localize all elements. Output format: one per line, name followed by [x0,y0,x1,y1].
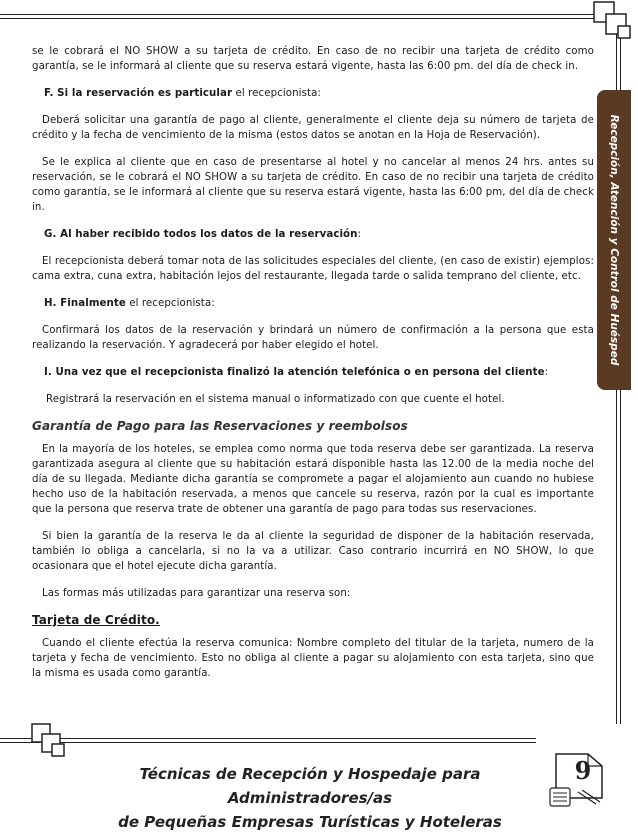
item-h-heading: H. Finalmente [44,298,126,309]
item-h [32,296,594,311]
item-f-heading: F. Si la reservación es particular [44,88,233,99]
page-number: 9 [574,756,592,785]
page-body [32,44,594,693]
item-i [32,365,594,380]
paragraph: El recepcionista deberá tomar nota de las solicitudes especiales del cliente, (en caso de existir) ejemplos: cama extra, cuna extra, habitación lejos del restaurante, llegada tarde o salida temprano del cliente, etc. [32,256,594,282]
section-title: Garantía de Pago para las Reservaciones y reembolsos [32,419,408,433]
bottom-left-corner-ornament [30,722,70,762]
bottom-rule [56,738,536,739]
chapter-side-label: Recepción, Atención y Control de Huésped [608,114,620,366]
item-g-heading: G. Al haber recibido todos los datos de la reservación [44,229,358,240]
chapter-side-tab [597,90,631,390]
top-rule [0,14,610,15]
bottom-rule-inner [56,742,536,743]
item-f [32,86,594,101]
top-right-corner-ornament [592,0,638,46]
subsection-title: Tarjeta de Crédito. [32,613,160,627]
paragraph: se le cobrará el NO SHOW a su tarjeta de crédito. En caso de no recibir una tarjeta de crédito como garantía, se le informará al cliente que su reserva estará vigente, hasta las 6:00 pm. del día de check in. [32,46,594,72]
item-f-tail: el recepcionista: [232,88,321,99]
paragraph: Deberá solicitar una garantía de pago al cliente, generalmente el cliente deja su número de tarjeta de crédito y la fecha de vencimiento de la misma (estos datos se anotan en la Hoja de Reservación). [32,115,594,141]
item-i-heading: I. Una vez que el recepcionista finalizó la atención telefónica o en persona del cliente [44,367,545,378]
paragraph: Cuando el cliente efectúa la reserva comunica: Nombre completo del titular de la tarjeta, numero de la tarjeta y fecha de vencimiento. Esto no obliga al cliente a pagar su alojamiento con esta tarjeta, sino que la misma es usada como garantía. [32,638,594,679]
paragraph: Las formas más utilizadas para garantizar una reserva son: [42,588,351,599]
top-rule-inner [0,18,610,19]
paragraph: Se le explica al cliente que en caso de presentarse al hotel y no cancelar al menos 24 hrs. antes su reservación, se le cobrará el NO SHOW a su tarjeta de crédito. En caso de no recibir una tarjeta de crédito como garantía, se le informará al cliente que su reserva estará vigente, hasta las 6:00 pm, del día de check in. [32,157,594,213]
item-g [32,227,594,242]
paragraph: En la mayoría de los hoteles, se emplea como norma que toda reserva debe ser garantizada. La reserva garantizada asegura al cliente que su habitación estará disponible hasta las 12.00 de la media noche del día de su llegada. Mediante dicha garantía se compromete a pagar el alojamiento aun cuando no hubiese hecho uso de la habitación reservada, a menos que cancele su reserva, razón por la cual es importante que la persona que reserva trate de obtener una garantía de pago para todas sus reservaciones. [32,444,594,515]
item-g-tail: : [357,229,362,240]
footer-line-2: de Pequeñas Empresas Turísticas y Hoteleras [118,813,502,831]
item-i-tail: : [544,367,549,378]
footer-title [90,762,530,834]
footer-line-1: Técnicas de Recepción y Hospedaje para Administradores/as [139,765,481,807]
paragraph: Si bien la garantía de la reserva le da al cliente la seguridad de disponer de la habitación reservada, también lo obliga a cancelarla, si no la va a utilizar. Caso contrario incurrirá en NO SHOW, lo que ocasionara que el hotel ejecute dicha garantía. [32,531,594,572]
item-h-tail: el recepcionista: [125,298,215,309]
paragraph: Confirmará los datos de la reservación y brindará un número de confirmación a la persona que esta realizando la reservación. Y agradecerá por haber elegido el hotel. [32,325,594,351]
paragraph: Registrará la reservación en el sistema manual o informatizado con que cuente el hotel. [46,394,505,405]
